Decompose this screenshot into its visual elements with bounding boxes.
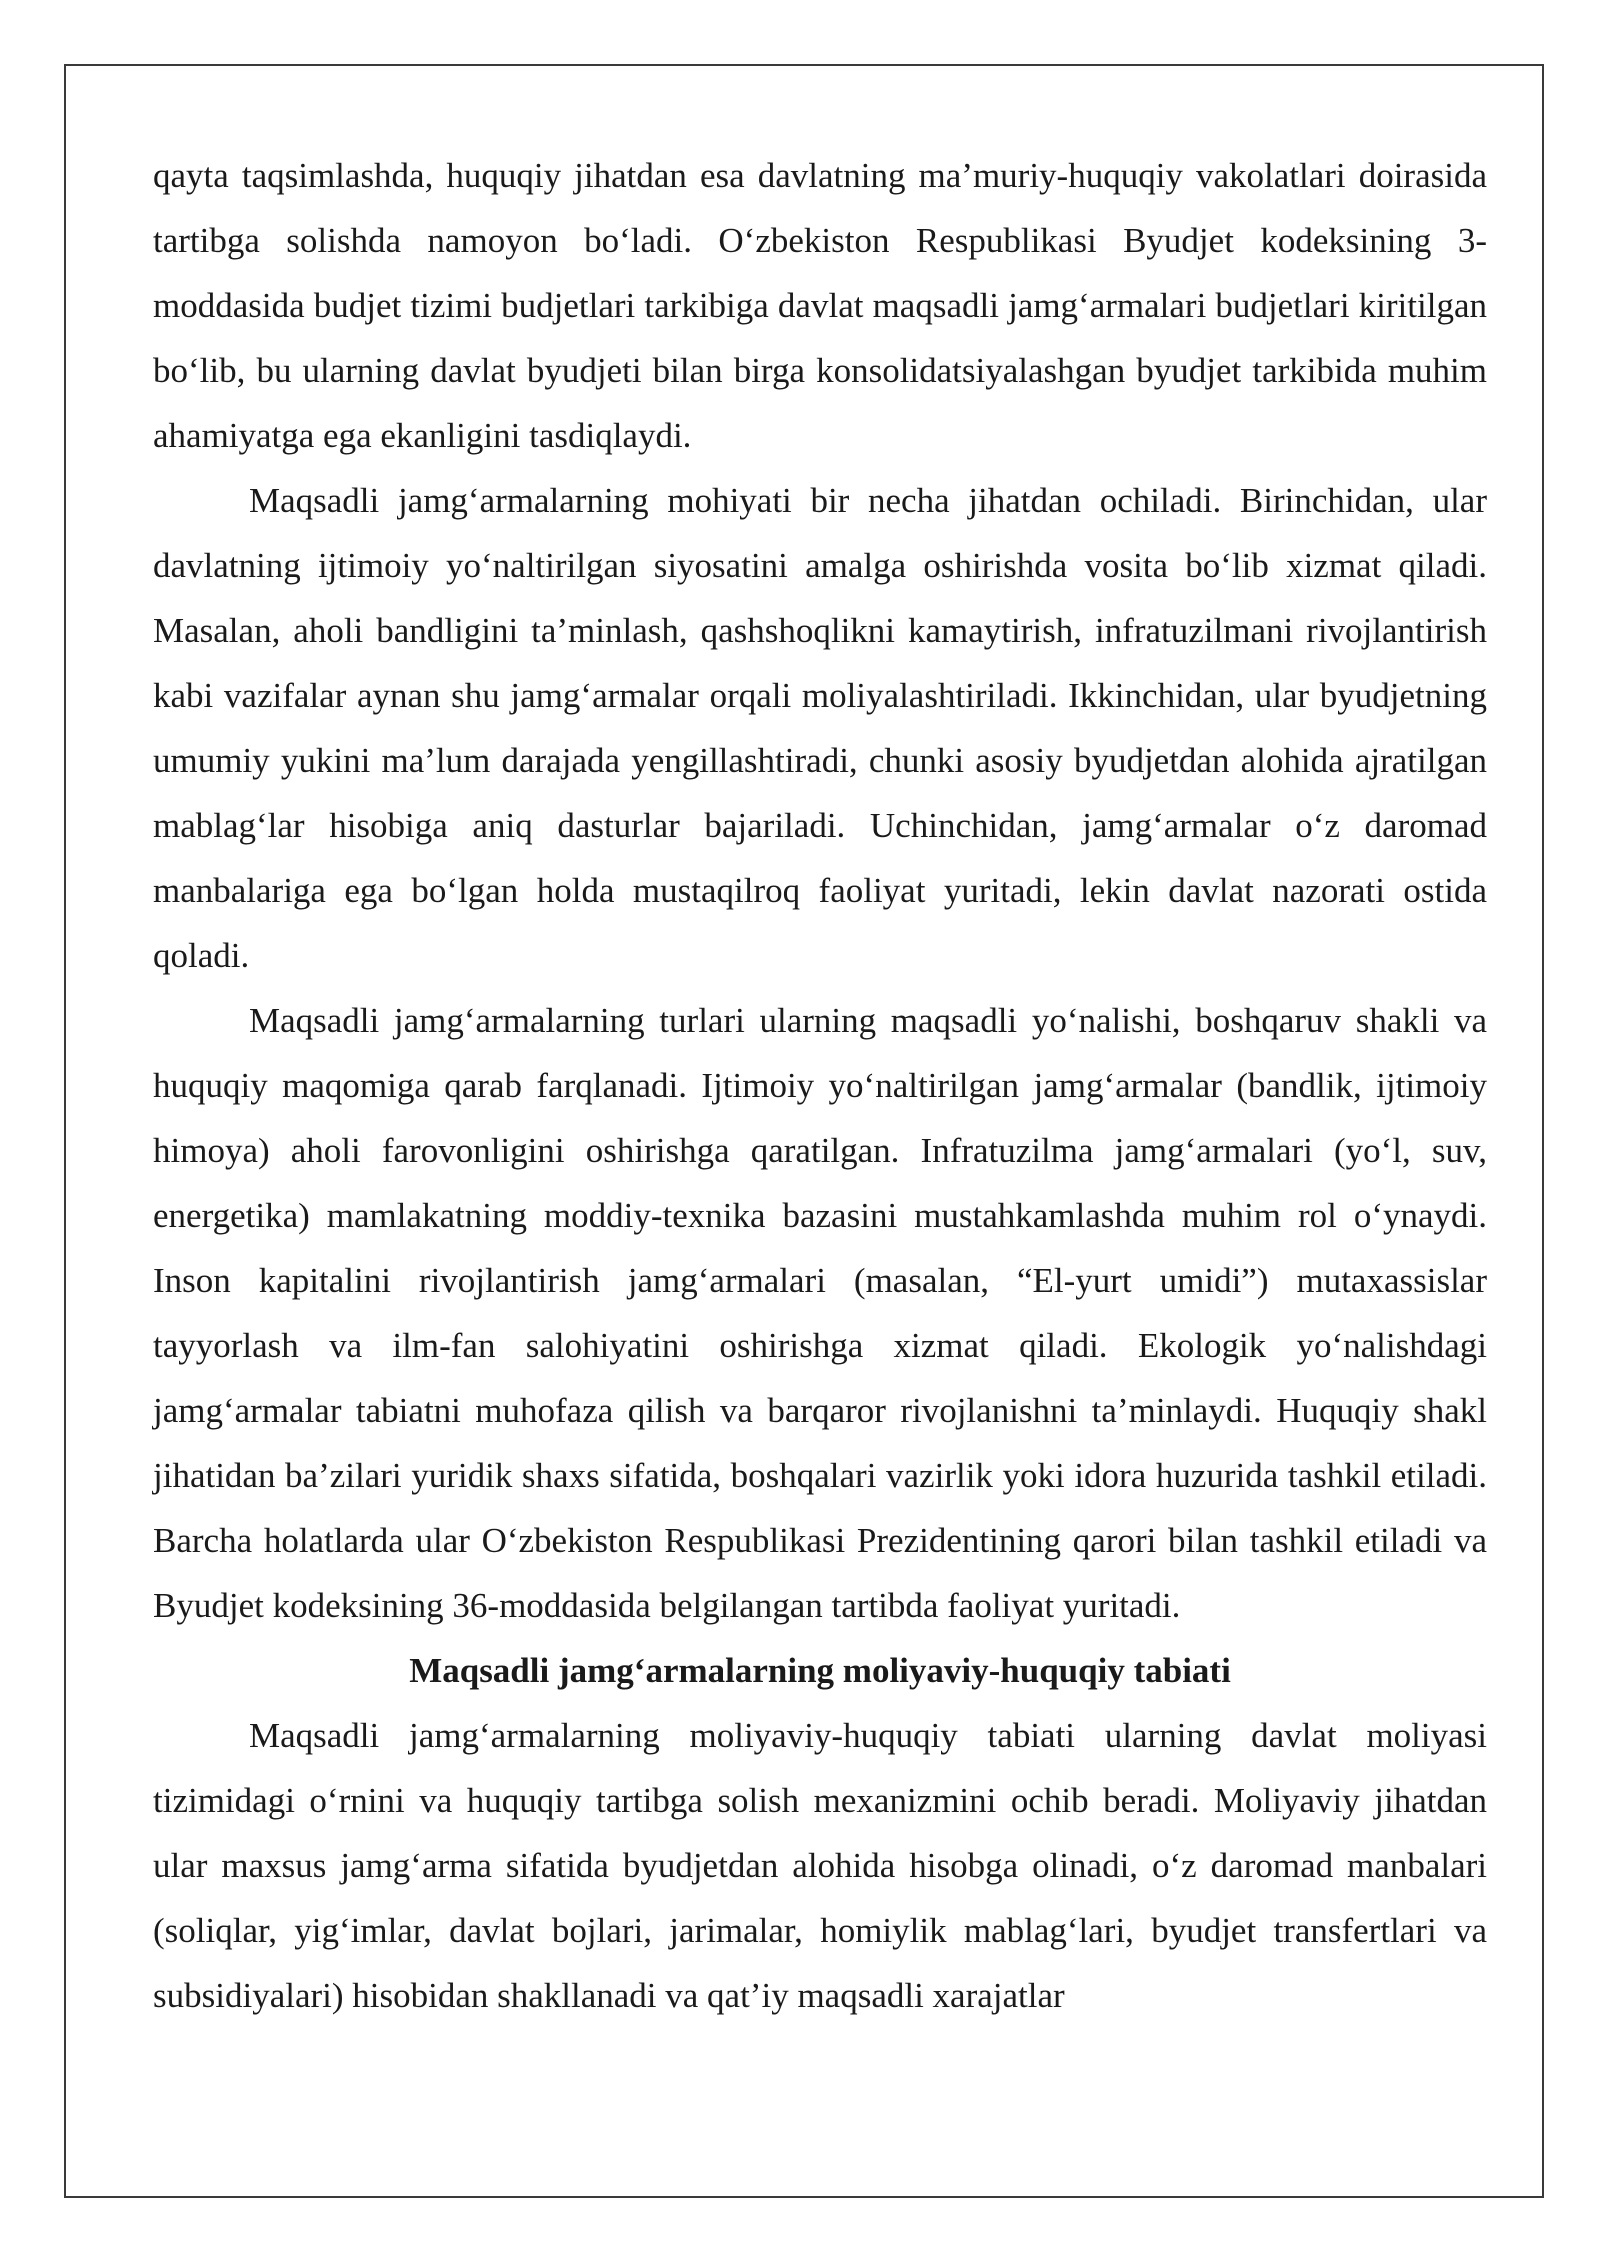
section-heading: Maqsadli jamg‘armalarning moliyaviy-huquqiy tabiati [409, 1651, 1231, 1690]
paragraph-continuation: qayta taqsimlashda, huquqiy jihatdan esa davlatning ma’muriy-huquqiy vakolatlari doirasida tartibga solishda namoyon bo‘ladi. O‘zbekiston Respublikasi Byudjet kodeksining 3-moddasida budjet tizimi budjetlari tarkibiga davlat maqsadli jamg‘armalari budjetlari kiritilgan bo‘lib, bu ularning davlat byudjeti bilan birga konsolidatsiyalashgan byudjet tarkibida muhim ahamiyatga ega ekanligini tasdiqlaydi. [153, 156, 1487, 455]
paragraph-types: Maqsadli jamg‘armalarning turlari ularning maqsadli yo‘nalishi, boshqaruv shakli va huquqiy maqomiga qarab farqlanadi. Ijtimoiy yo‘naltirilgan jamg‘armalar (bandlik, ijtimoiy himoya) aholi farovonligini oshirishga qaratilgan. Infratuzilma jamg‘armalari (yo‘l, suv, energetika) mamlakatning moddiy-texnika bazasini mustahkamlashda muhim rol o‘ynaydi. Inson kapitalini rivojlantirish jamg‘armalari (masalan, “El-yurt umidi”) mutaxassislar tayyorlash va ilm-fan salohiyatini oshirishga xizmat qiladi. Ekologik yo‘nalishdagi jamg‘armalar tabiatni muhofaza qilish va barqaror rivojlanishni ta’minlaydi. Huquqiy shakl jihatidan ba’zilari yuridik shaxs sifatida, boshqalari vazirlik yoki idora huzurida tashkil etiladi. Barcha holatlarda ular O‘zbekiston Respublikasi Prezidentining qarori bilan tashkil etiladi va Byudjet kodeksining 36-moddasida belgilangan tartibda faoliyat yuritadi. [153, 1001, 1487, 1625]
paragraph-financial-legal-nature: Maqsadli jamg‘armalarning moliyaviy-huquqiy tabiati ularning davlat moliyasi tizimidagi o‘rnini va huquqiy tartibga solish mexanizmini ochib beradi. Moliyaviy jihatdan ular maxsus jamg‘arma sifatida byudjetdan alohida hisobga olinadi, o‘z daromad manbalari (soliqlar, yig‘imlar, davlat bojlari, jarimalar, homiylik mablag‘lari, byudjet transfertlari va subsidiyalari) hisobidan shakllanadi va qat’iy maqsadli xarajatlar [153, 1716, 1487, 2015]
paragraph-essence: Maqsadli jamg‘armalarning mohiyati bir necha jihatdan ochiladi. Birinchidan, ular davlatning ijtimoiy yo‘naltirilgan siyosatini amalga oshirishda vosita bo‘lib xizmat qiladi. Masalan, aholi bandligini ta’minlash, qashshoqlikni kamaytirish, infratuzilmani rivojlantirish kabi vazifalar aynan shu jamg‘armalar orqali moliyalashtiriladi. Ikkinchidan, ular byudjetning umumiy yukini ma’lum darajada yengillashtiradi, chunki asosiy byudjetdan alohida ajratilgan mablag‘lar hisobiga aniq dasturlar bajariladi. Uchinchidan, jamg‘armalar o‘z daromad manbalariga ega bo‘lgan holda mustaqilroq faoliyat yuritadi, lekin davlat nazorati ostida qoladi. [153, 481, 1487, 975]
document-body [153, 143, 1487, 2028]
